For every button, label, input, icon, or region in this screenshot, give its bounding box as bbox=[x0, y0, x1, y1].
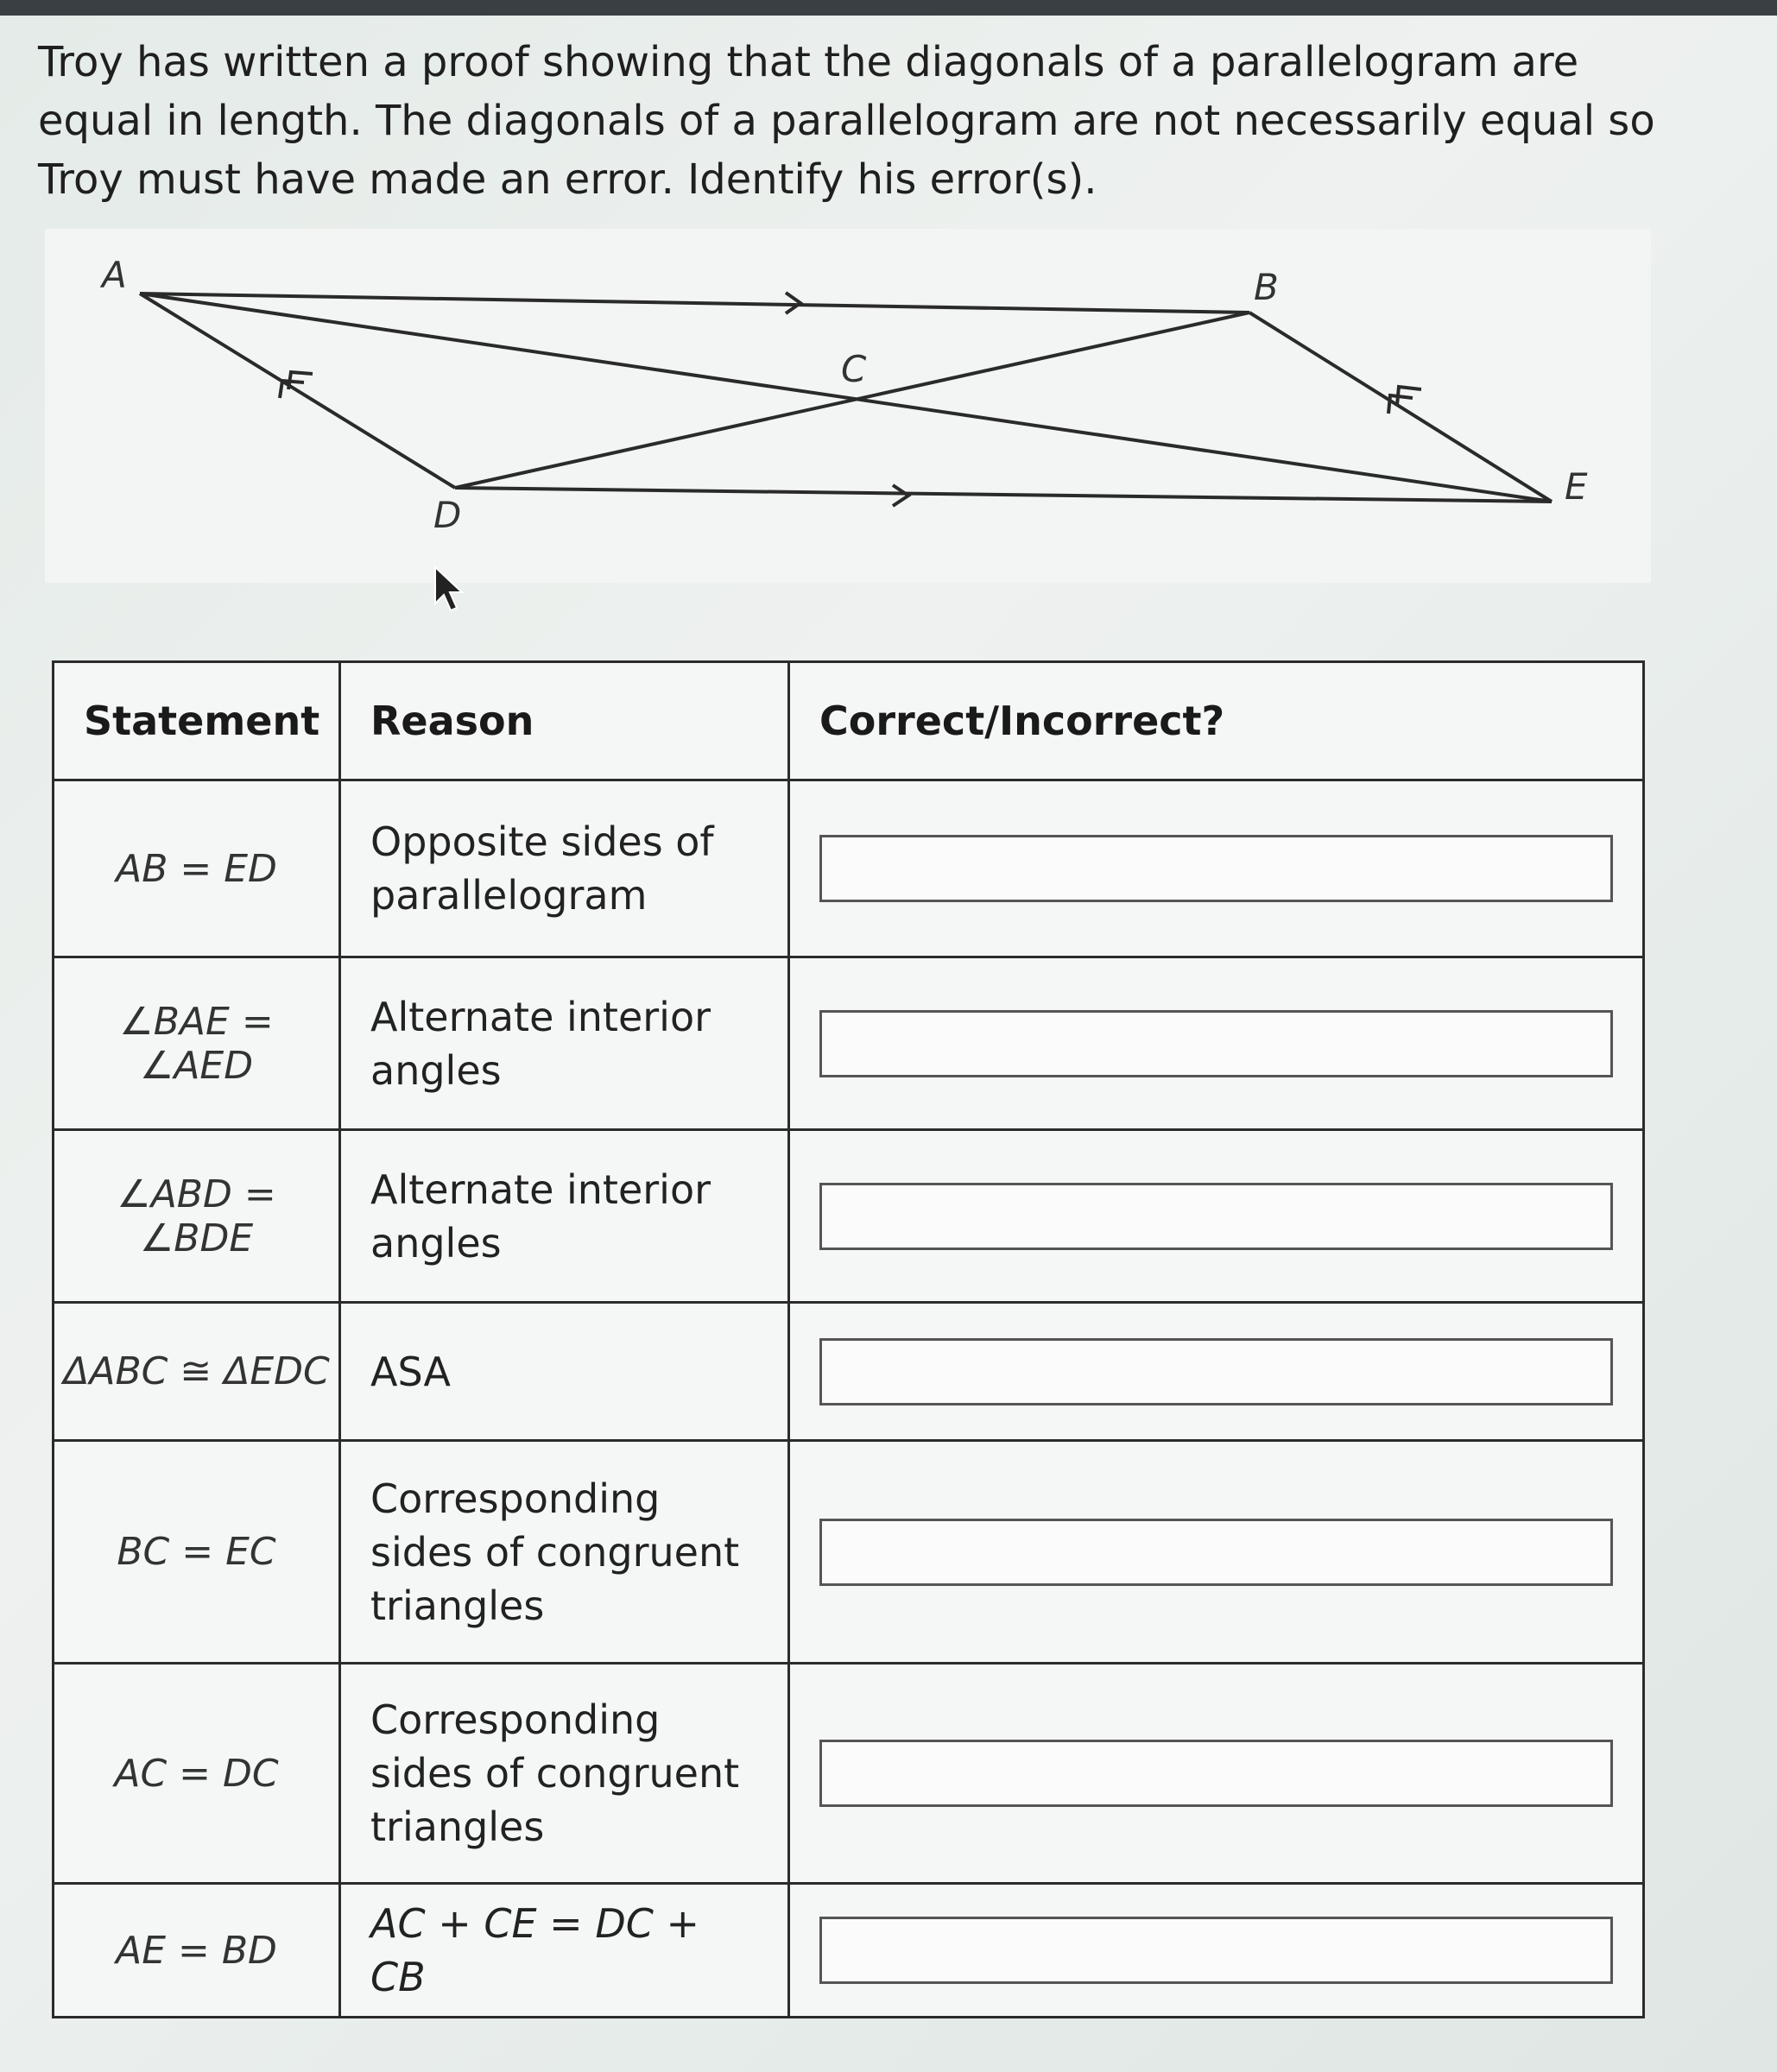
parallel-arrow-bottom bbox=[893, 485, 908, 506]
reason-cell: AC + CE = DC + CB bbox=[340, 1884, 789, 2018]
side-be bbox=[1249, 313, 1552, 502]
table-row bbox=[54, 1664, 1644, 1884]
point-label-e: E bbox=[1565, 465, 1588, 508]
proof-table bbox=[52, 660, 1645, 2018]
statement-cell: BC = EC bbox=[54, 1441, 340, 1664]
point-label-d: D bbox=[433, 494, 462, 536]
header-reason: Reason bbox=[340, 662, 789, 780]
reason-cell: Corresponding sides of congruent triangles bbox=[340, 1441, 789, 1664]
parallelogram-diagram bbox=[45, 229, 1651, 583]
answer-input[interactable] bbox=[819, 1338, 1613, 1406]
reason-cell: Alternate interior angles bbox=[340, 1130, 789, 1303]
table-row bbox=[54, 780, 1644, 957]
point-label-c: C bbox=[841, 348, 867, 390]
side-ab bbox=[140, 294, 1249, 313]
top-bar bbox=[0, 0, 1777, 16]
answer-input[interactable] bbox=[819, 835, 1613, 902]
reason-cell: ASA bbox=[340, 1303, 789, 1441]
answer-input[interactable] bbox=[819, 1519, 1613, 1586]
mouse-cursor-icon bbox=[432, 565, 466, 617]
point-label-b: B bbox=[1254, 266, 1279, 308]
statement-cell: ∠ABD = ∠BDE bbox=[54, 1130, 340, 1303]
statement-cell: ∠BAE = ∠AED bbox=[54, 957, 340, 1130]
statement-cell: ΔABC ≅ ΔEDC bbox=[54, 1303, 340, 1441]
table-row bbox=[54, 1303, 1644, 1441]
point-label-a: A bbox=[102, 254, 127, 296]
reason-cell: Alternate interior angles bbox=[340, 957, 789, 1130]
table-row bbox=[54, 957, 1644, 1130]
statement-cell: AB = ED bbox=[54, 780, 340, 957]
header-statement: Statement bbox=[54, 662, 340, 780]
answer-input[interactable] bbox=[819, 1917, 1613, 1984]
statement-cell: AC = DC bbox=[54, 1664, 340, 1884]
side-de bbox=[455, 488, 1552, 502]
question-text: Troy has written a proof showing that the diagonals of a parallelogram are equal in length. The diagonals of a parallelogram are not necessarily equal so Troy must have made an error. Identify his error(s). bbox=[38, 38, 1655, 204]
reason-cell: Opposite sides of parallelogram bbox=[340, 780, 789, 957]
diagonal-ae bbox=[140, 294, 1552, 502]
diagonal-bd bbox=[455, 313, 1249, 488]
parallel-mark-left bbox=[280, 381, 304, 398]
table-row bbox=[54, 1884, 1644, 2018]
header-correct-incorrect: Correct/Incorrect? bbox=[789, 662, 1644, 780]
answer-input[interactable] bbox=[819, 1740, 1613, 1807]
statement-cell: AE = BD bbox=[54, 1884, 340, 2018]
table-header-row bbox=[54, 662, 1644, 780]
reason-cell: Corresponding sides of congruent triangles bbox=[340, 1664, 789, 1884]
answer-input[interactable] bbox=[819, 1183, 1613, 1250]
side-ad bbox=[140, 294, 455, 488]
table-row bbox=[54, 1441, 1644, 1664]
table-row bbox=[54, 1130, 1644, 1303]
answer-input[interactable] bbox=[819, 1010, 1613, 1077]
